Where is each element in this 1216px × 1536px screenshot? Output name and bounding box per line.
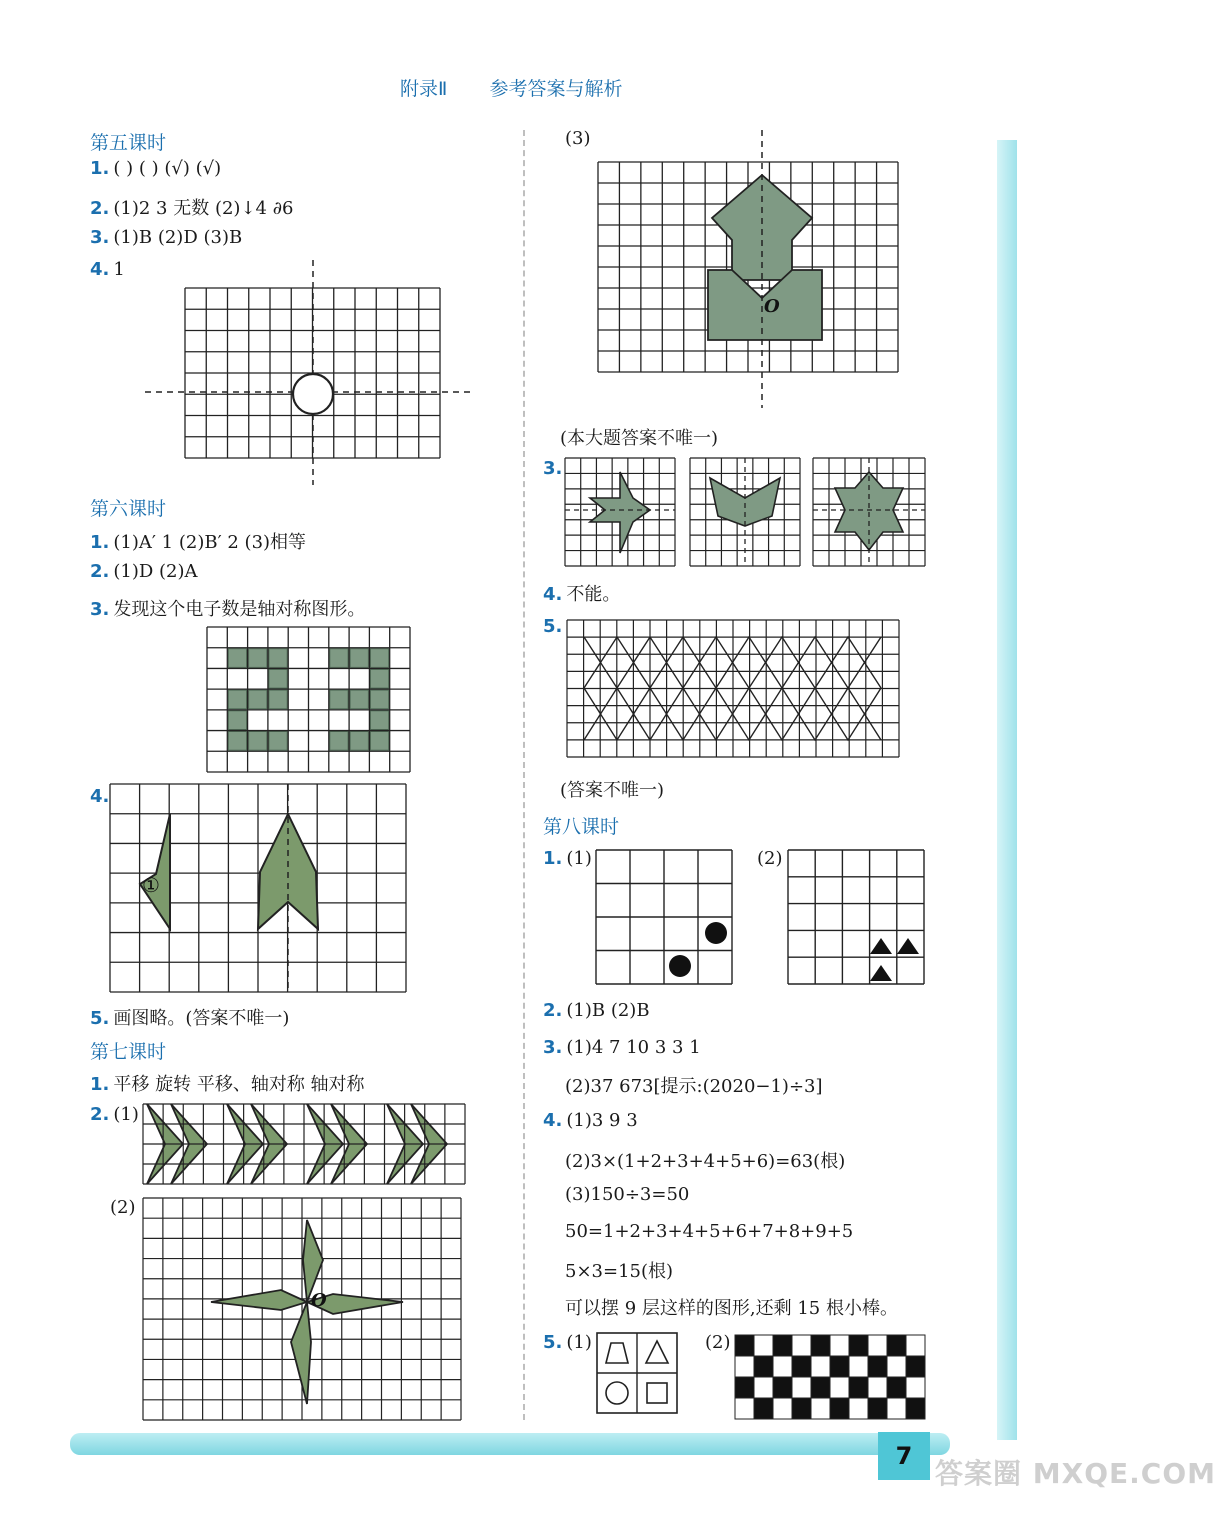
q-text: ( ) ( ) (√) (√) [113,158,222,179]
right-q3 [543,458,566,479]
q-num: 3. [543,458,563,479]
q-num: 4. [90,259,110,280]
dots-grid [596,850,732,984]
rotated-shapes [211,1220,403,1404]
dot [669,955,691,977]
sec8-q1-sub2: (2) [757,848,783,869]
q-num: 2. [90,561,110,582]
sec8-q5 [543,1332,592,1353]
sec8-q4 [543,1110,638,1131]
symmetry-grid-1 [565,458,675,566]
sec5-q4 [90,259,125,280]
q-num: 2. [90,198,110,219]
q-num: 1. [90,1074,110,1095]
shape-1 [140,814,170,929]
sec6-q2 [90,561,198,582]
sec8-q4-line3: (3)150÷3=50 [565,1184,690,1205]
q-num: 5. [90,1008,110,1029]
symmetry-grid-2 [690,458,800,566]
q-text: (1)2 3 无数 (2)↓4 ∂6 [113,198,294,219]
q-text: 发现这个电子数是轴对称图形。 [113,599,366,620]
sec8-q4-line4: 50=1+2+3+4+5+6+7+8+9+5 [565,1221,854,1242]
column-divider [523,130,525,1420]
q-text: (1)B (2)D (3)B [113,227,243,248]
q-num: 3. [543,1037,563,1058]
q-num: 2. [90,1104,110,1125]
q-text: 1 [113,259,125,280]
q-text: (1)4 7 10 3 3 1 [566,1037,701,1058]
q2-sub3: (3) [565,128,591,149]
zigzag-grid [567,620,899,757]
q-num: 1. [90,532,110,553]
q-num: 5. [543,1332,563,1353]
shapes-box [597,1333,677,1413]
rotation-grid [143,1198,461,1420]
q-sub1: (1) [566,848,592,869]
sec8-q5-sub2: (2) [705,1332,731,1353]
sec5-q3 [90,227,242,248]
q-num: 4. [90,786,110,807]
grid [788,850,924,984]
sec8-q2 [543,1000,650,1021]
triangles-grid [788,850,924,984]
sec8-q4-line2: (2)3×(1+2+3+4+5+6)=63(根) [565,1151,846,1172]
shape [590,472,650,553]
q-sub1: (1) [113,1104,139,1125]
arrow-shapes-grid [110,784,406,992]
center-label: O [764,296,780,317]
sec5-q1 [90,158,221,179]
q-num: 5. [543,616,563,637]
arrow-strip [143,1104,465,1184]
q-sub1: (1) [566,1332,592,1353]
page-number: 7 [878,1432,930,1480]
q-text: 画图略。(答案不唯一) [113,1008,290,1029]
sec6-title: 第六课时 [90,498,167,520]
q2-note: (本大题答案不唯一) [560,428,719,449]
sec5-title: 第五课时 [90,132,167,154]
flower-grid [598,130,898,370]
page-header [400,74,622,101]
circle-shape [293,374,333,414]
sec6-q1 [90,528,306,554]
sec6-q5 [90,1004,289,1030]
q-num: 2. [543,1000,563,1021]
sec5-grid-circle [145,260,475,485]
sec7-q2-sub2: (2) [110,1197,136,1218]
checkerboard [735,1335,925,1419]
q-text: 平移 旋转 平移、轴对称 轴对称 [113,1074,365,1095]
q-num: 3. [90,599,110,620]
sec8-q3-line2: (2)37 673[提示:(2020−1)÷3] [565,1076,823,1097]
sec8-q4-line5: 5×3=15(根) [565,1261,674,1282]
triangle [870,965,892,981]
triangle [870,938,892,954]
bottom-band [70,1433,950,1455]
triangle [897,938,919,954]
appendix-label: 附录Ⅱ [400,78,448,100]
cells [735,1335,925,1419]
q-num: 1. [90,158,110,179]
sec7-title: 第七课时 [90,1041,167,1063]
q-text: (1)D (2)A [113,561,198,582]
dot [705,922,727,944]
right-q4 [543,580,620,606]
q-text: (1)3 9 3 [566,1110,638,1131]
sec8-title: 第八课时 [543,816,620,838]
q-num: 4. [543,1110,563,1131]
center-label: O [311,1290,327,1311]
watermark: 答案圈 MXQE.COM [935,1457,1216,1490]
right-q5 [543,616,566,637]
sec6-q3 [90,595,365,621]
header-title: 参考答案与解析 [489,78,623,100]
shape-1-label: ① [142,873,160,897]
digital-number-grid [207,627,410,772]
q-text: (1)B (2)B [566,1000,650,1021]
sec8-q4-line6: 可以摆 9 层这样的图形,还剩 15 根小棒。 [565,1298,898,1319]
q-text: (1)A′ 1 (2)B′ 2 (3)相等 [113,532,307,553]
grid [596,850,732,984]
symmetry-grid-3 [813,458,925,566]
sec7-q1 [90,1070,365,1096]
q-num: 1. [543,848,563,869]
right-q5-note: (答案不唯一) [560,780,665,801]
q-text: 不能。 [566,584,621,605]
sec7-q2 [90,1104,139,1125]
q-num: 4. [543,584,563,605]
sec8-q3 [543,1037,701,1058]
q-num: 3. [90,227,110,248]
sec5-q2 [90,194,293,220]
right-border-band [997,140,1017,1440]
sec8-q1 [543,848,592,869]
